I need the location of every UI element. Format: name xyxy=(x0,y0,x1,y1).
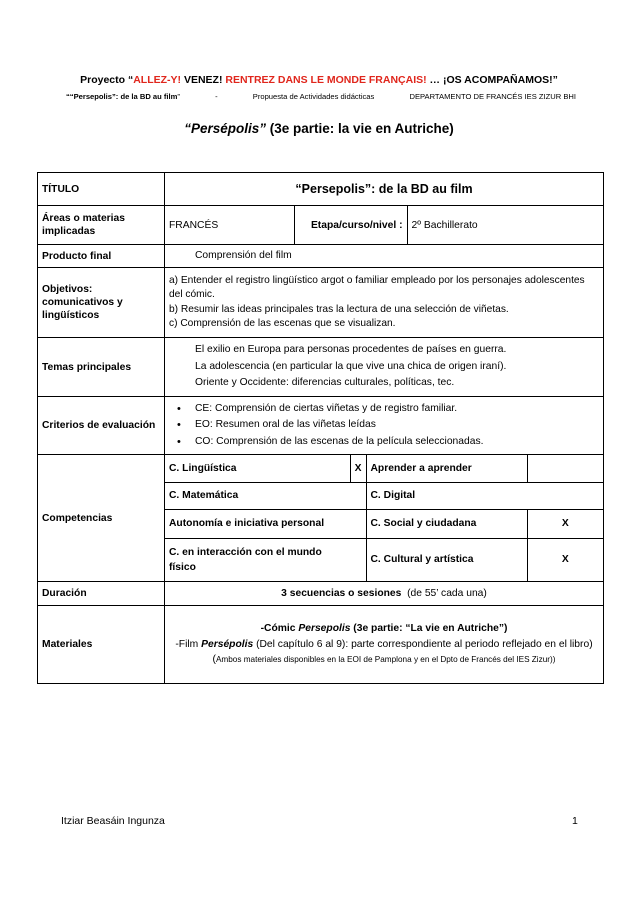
comp-cell: C. Lingüística xyxy=(165,455,350,482)
comp-cell: Aprender a aprender xyxy=(366,455,527,482)
label-temas: Temas principales xyxy=(38,338,165,397)
value-titulo: “Persepolis”: de la BD au film xyxy=(165,173,604,206)
comp-cell: C. Social y ciudadana xyxy=(366,509,527,538)
header-text-2: ALLEZ-Y! xyxy=(133,74,182,86)
header-text-1: Proyecto “ xyxy=(80,74,134,86)
document-title-italic: “Persépolis” xyxy=(184,121,266,136)
header-text-5: … ¡OS ACOMPAÑAMOS!” xyxy=(426,74,558,86)
competencias-row xyxy=(165,482,603,509)
sub-header-sep: - xyxy=(215,92,218,101)
criterio-item: • EO: Resumen oral de las viñetas leídas xyxy=(169,417,599,434)
row-temas xyxy=(38,338,604,397)
competencias-grid xyxy=(165,455,603,581)
value-areas: FRANCÉS xyxy=(165,206,294,244)
activity-table xyxy=(37,172,604,684)
bullet-icon: • xyxy=(177,435,181,448)
sub-header-right: DEPARTAMENTO DE FRANCÉS IES ZIZUR BHI xyxy=(409,92,576,101)
objetivo-c: c) Comprensión de las escenas que se visualizan. xyxy=(169,318,396,329)
objetivo-a: a) Entender el registro lingüístico argot o familiar empleado por los personajes adolescentes del cómic. xyxy=(169,274,585,300)
header-text-3: VENEZ! xyxy=(181,74,226,86)
label-competencias: Competencias xyxy=(38,455,165,582)
label-titulo: TÍTULO xyxy=(38,173,165,206)
competencias-row xyxy=(165,509,603,538)
header-text-4: RENTREZ DANS LE MONDE FRANÇAIS! xyxy=(225,74,427,86)
row-objetivos xyxy=(38,268,604,338)
duracion-bold: 3 secuencias o sesiones xyxy=(281,588,402,599)
footer-author: Itziar Beasáin Ingunza xyxy=(61,815,165,827)
criterio-item: • CO: Comprensión de las escenas de la película seleccionadas. xyxy=(169,434,599,451)
row-duracion xyxy=(38,582,604,606)
areas-inner xyxy=(165,206,603,244)
comp-mark: X xyxy=(350,455,366,482)
footer-page-number: 1 xyxy=(572,815,578,827)
comp-mark xyxy=(350,538,366,581)
sub-header-left: ““Persepolis”: de la BD au film xyxy=(66,92,178,101)
material-comic: -Cómic Persepolis (3e partie: “La vie en Autriche”) xyxy=(260,623,508,635)
label-materiales: Materiales xyxy=(38,606,165,684)
bullet-icon: • xyxy=(177,402,181,415)
document-title-rest: (3e partie: la vie en Autriche) xyxy=(265,121,454,136)
sub-header-left-tail: ” xyxy=(177,92,180,101)
label-areas: Áreas o materias implicadas xyxy=(38,206,165,245)
label-etapa: Etapa/curso/nivel : xyxy=(294,206,407,244)
objetivo-b: b) Resumir las ideas principales tras la lectura de una selección de viñetas. xyxy=(169,303,509,315)
comp-cell: C. Matemática xyxy=(165,482,350,509)
material-film: -Film Persépolis (Del capítulo 6 al 9): parte correspondiente al periodo reflejado en el libro) xyxy=(175,638,593,650)
row-titulo xyxy=(38,173,604,206)
tema-item: Oriente y Occidente: diferencias culturales, políticas, tec. xyxy=(195,377,455,389)
producto-item: Comprensión del film xyxy=(195,249,292,261)
comp-mark xyxy=(527,455,603,482)
criterio-item: • CE: Comprensión de ciertas viñetas y de registro familiar. xyxy=(169,401,599,418)
comp-mark xyxy=(350,482,366,509)
value-etapa: 2º Bachillerato xyxy=(407,206,603,244)
comp-mark xyxy=(527,482,603,509)
row-areas xyxy=(38,206,604,245)
row-materiales xyxy=(38,606,604,684)
comp-cell: C. Digital xyxy=(366,482,527,509)
sub-header-middle: Propuesta de Actividades didácticas xyxy=(252,92,375,101)
competencias-row xyxy=(165,538,603,581)
material-note: (Ambos materiales disponibles en la EOI de Pamplona y en el Dpto de Francés del IES Zizur)) xyxy=(212,654,556,666)
project-header xyxy=(0,74,638,86)
label-producto: Producto final xyxy=(38,245,165,268)
comp-cell: Autonomía e iniciativa personal xyxy=(165,509,350,538)
competencias-row xyxy=(165,455,603,482)
producto-list xyxy=(169,248,599,265)
tema-item: El exilio en Europa para personas procedentes de países en guerra. xyxy=(195,344,507,356)
temas-list xyxy=(169,342,599,392)
duracion-rest: (de 55’ cada una) xyxy=(401,588,487,599)
row-criterios xyxy=(38,397,604,455)
bullet-icon: • xyxy=(177,419,181,432)
comp-cell: C. en interacción con el mundo físico xyxy=(165,538,350,581)
document-title xyxy=(0,121,638,136)
criterios-list xyxy=(169,401,599,451)
row-producto xyxy=(38,245,604,268)
label-duracion: Duración xyxy=(38,582,165,606)
sub-header xyxy=(66,92,576,101)
comp-mark xyxy=(350,509,366,538)
tema-item: La adolescencia (en particular la que vive una chica de origen iraní). xyxy=(195,360,507,372)
row-competencias xyxy=(38,455,604,582)
label-criterios: Criterios de evaluación xyxy=(38,397,165,455)
comp-mark: X xyxy=(527,509,603,538)
comp-mark: X xyxy=(527,538,603,581)
label-objetivos: Objetivos: comunicativos y lingüísticos xyxy=(38,268,165,338)
comp-cell: C. Cultural y artística xyxy=(366,538,527,581)
